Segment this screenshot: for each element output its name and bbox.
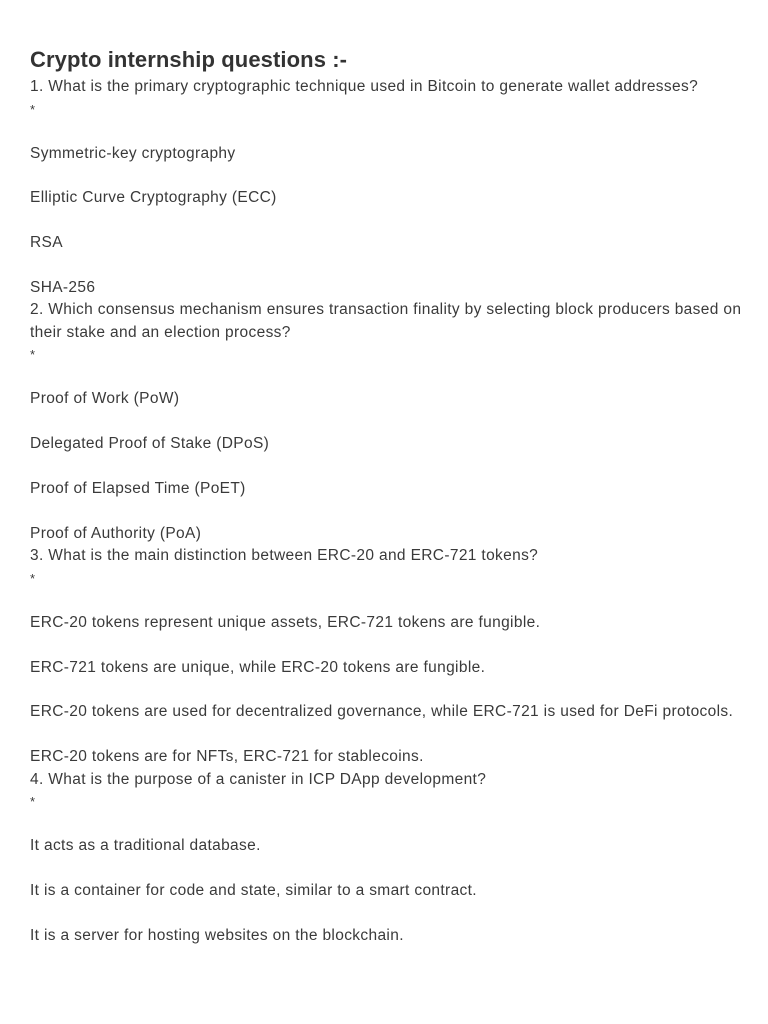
question-text: 1. What is the primary cryptographic technique used in Bitcoin to generate wallet addresses? (30, 78, 699, 95)
question-text: 2. Which consensus mechanism ensures transaction finality by selecting block producers based on their stake and an election process? (30, 301, 742, 341)
page-title: Crypto internship questions :- (30, 47, 348, 72)
option-item: ERC-20 tokens represent unique assets, ERC-721 tokens are fungible. (30, 613, 541, 631)
required-marker: * (30, 347, 36, 363)
option-item: Proof of Authority (PoA) (30, 524, 202, 542)
required-marker: * (30, 570, 36, 586)
option-item: ERC-721 tokens are unique, while ERC-20 tokens are fungible. (30, 658, 486, 676)
option-item: It acts as a traditional database. (30, 837, 261, 855)
option-item: It is a server for hosting websites on the blockchain. (30, 926, 404, 944)
option-item: ERC-20 tokens are for NFTs, ERC-721 for stablecoins. (30, 748, 424, 766)
option-list (30, 612, 742, 769)
option-item: Delegated Proof of Stake (DPoS) (30, 435, 270, 453)
option-item: RSA (30, 234, 63, 252)
question-text: 3. What is the main distinction between ERC-20 and ERC-721 tokens? (30, 547, 539, 565)
option-item: Proof of Elapsed Time (PoET) (30, 479, 246, 497)
question-2 (30, 299, 742, 545)
option-list (30, 143, 742, 300)
required-marker: * (30, 794, 36, 810)
option-item: It is a container for code and state, similar to a smart contract. (30, 881, 477, 899)
question-1 (30, 76, 742, 299)
option-item: Proof of Work (PoW) (30, 390, 180, 408)
question-3 (30, 545, 742, 768)
document-body (30, 44, 742, 947)
required-marker: * (30, 101, 36, 117)
option-list (30, 835, 742, 947)
option-item: SHA-256 (30, 278, 96, 296)
option-item: ERC-20 tokens are used for decentralized governance, while ERC-721 is used for DeFi protocols. (30, 703, 734, 721)
option-item: Elliptic Curve Cryptography (ECC) (30, 189, 277, 207)
question-4 (30, 769, 742, 948)
option-list (30, 388, 742, 545)
question-text: 4. What is the purpose of a canister in ICP DApp development? (30, 770, 487, 788)
option-item: Symmetric-key cryptography (30, 144, 236, 162)
